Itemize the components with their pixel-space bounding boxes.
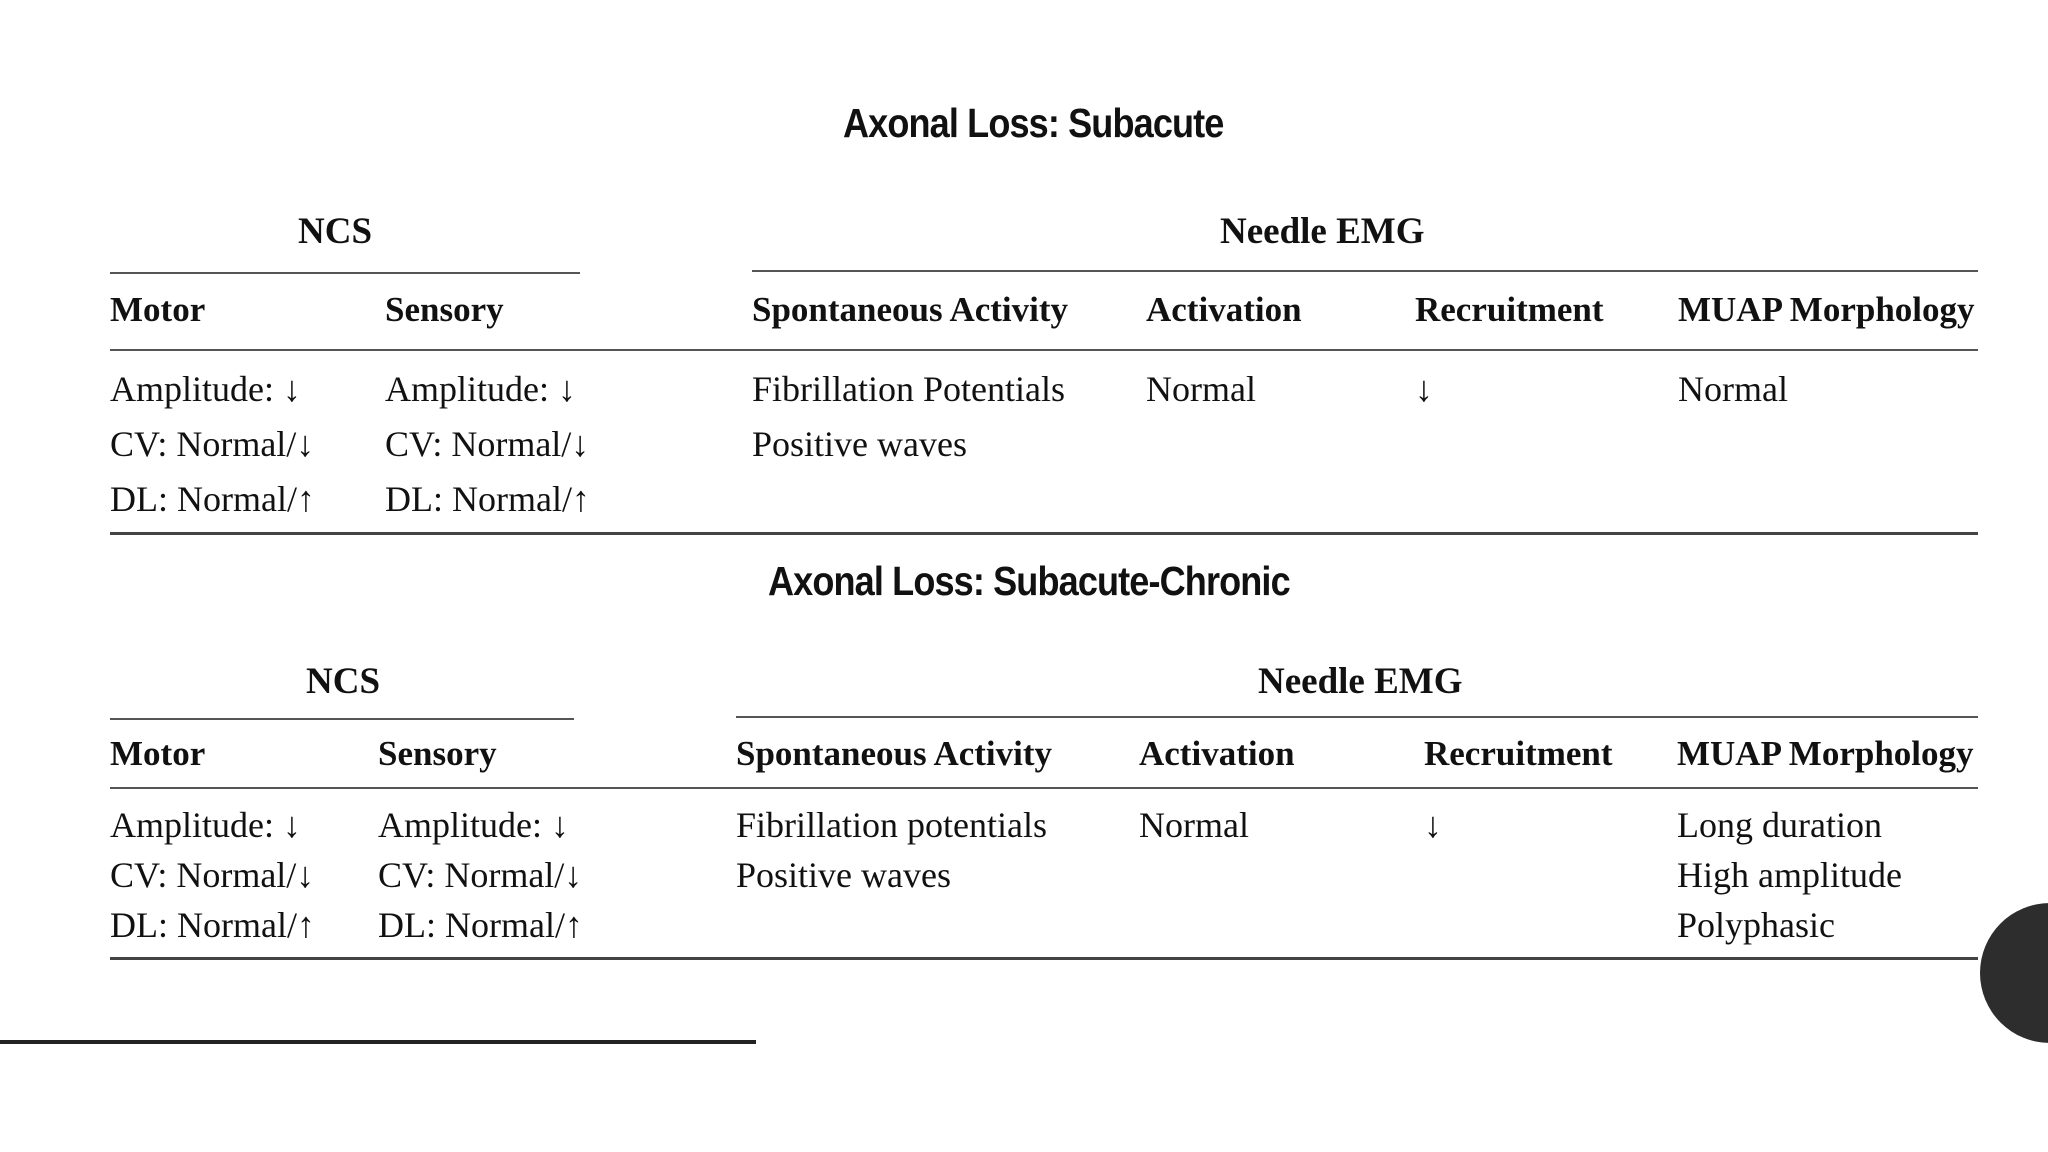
- spontaneous-line: Positive waves: [736, 855, 951, 895]
- muap-cell: [1678, 362, 1788, 417]
- spontaneous-cell: [736, 800, 1047, 900]
- muap-line: Long duration: [1677, 805, 1882, 845]
- col-header-muap-morphology: MUAP Morphology: [1678, 290, 1975, 329]
- section-title: Axonal Loss: Subacute-Chronic: [768, 558, 1290, 604]
- col-header-spontaneous-activity: Spontaneous Activity: [736, 734, 1053, 773]
- ncs-group-rule: [110, 718, 574, 720]
- col-header-activation: Activation: [1146, 290, 1302, 329]
- motor-cell: [110, 800, 315, 950]
- col-header-motor: Motor: [110, 290, 206, 329]
- section-title: Axonal Loss: Subacute: [843, 100, 1224, 146]
- needle-emg-group-label: Needle EMG: [1258, 661, 1463, 702]
- ncs-group-rule: [110, 272, 580, 274]
- sensory-cell: [385, 362, 590, 527]
- motor-dl: DL: Normal/↑: [110, 479, 315, 519]
- activation-value: Normal: [1139, 805, 1249, 845]
- recruitment-cell: [1424, 800, 1442, 850]
- spontaneous-line: Positive waves: [752, 424, 967, 464]
- col-header-activation: Activation: [1139, 734, 1295, 773]
- muap-value: Normal: [1678, 369, 1788, 409]
- spontaneous-line: Fibrillation Potentials: [752, 369, 1065, 409]
- section-bottom-rule: [110, 532, 1978, 535]
- activation-value: Normal: [1146, 369, 1256, 409]
- emg-group-rule: [736, 716, 1978, 718]
- sensory-cv: CV: Normal/↓: [378, 855, 583, 895]
- needle-emg-group-label: Needle EMG: [1220, 211, 1425, 252]
- col-header-recruitment: Recruitment: [1415, 290, 1604, 329]
- footer-rule: [0, 1040, 756, 1044]
- motor-cell: [110, 362, 315, 527]
- header-rule: [110, 787, 1978, 789]
- motor-dl: DL: Normal/↑: [110, 905, 315, 945]
- col-header-motor: Motor: [110, 734, 206, 773]
- motor-amplitude: Amplitude: ↓: [110, 805, 301, 845]
- ncs-group-label: NCS: [298, 211, 373, 252]
- sensory-dl: DL: Normal/↑: [385, 479, 590, 519]
- col-header-spontaneous-activity: Spontaneous Activity: [752, 290, 1069, 329]
- recruitment-value: ↓: [1415, 369, 1433, 409]
- sensory-amplitude: Amplitude: ↓: [385, 369, 576, 409]
- motor-cv: CV: Normal/↓: [110, 855, 315, 895]
- sensory-dl: DL: Normal/↑: [378, 905, 583, 945]
- ncs-group-label: NCS: [306, 661, 381, 702]
- header-rule: [110, 349, 1978, 351]
- col-header-muap-morphology: MUAP Morphology: [1677, 734, 1974, 773]
- motor-cv: CV: Normal/↓: [110, 424, 315, 464]
- muap-line: Polyphasic: [1677, 905, 1835, 945]
- recruitment-value: ↓: [1424, 805, 1442, 845]
- activation-cell: [1146, 362, 1256, 417]
- col-header-recruitment: Recruitment: [1424, 734, 1613, 773]
- recruitment-cell: [1415, 362, 1433, 417]
- col-header-sensory: Sensory: [385, 290, 504, 329]
- decorative-circle: [1980, 903, 2048, 1043]
- muap-line: High amplitude: [1677, 855, 1902, 895]
- section-bottom-rule: [110, 957, 1978, 960]
- sensory-amplitude: Amplitude: ↓: [378, 805, 569, 845]
- motor-amplitude: Amplitude: ↓: [110, 369, 301, 409]
- spontaneous-cell: [752, 362, 1065, 472]
- col-header-sensory: Sensory: [378, 734, 497, 773]
- spontaneous-line: Fibrillation potentials: [736, 805, 1047, 845]
- sensory-cv: CV: Normal/↓: [385, 424, 590, 464]
- muap-cell: [1677, 800, 1902, 950]
- emg-group-rule: [752, 270, 1978, 272]
- sensory-cell: [378, 800, 583, 950]
- activation-cell: [1139, 800, 1249, 850]
